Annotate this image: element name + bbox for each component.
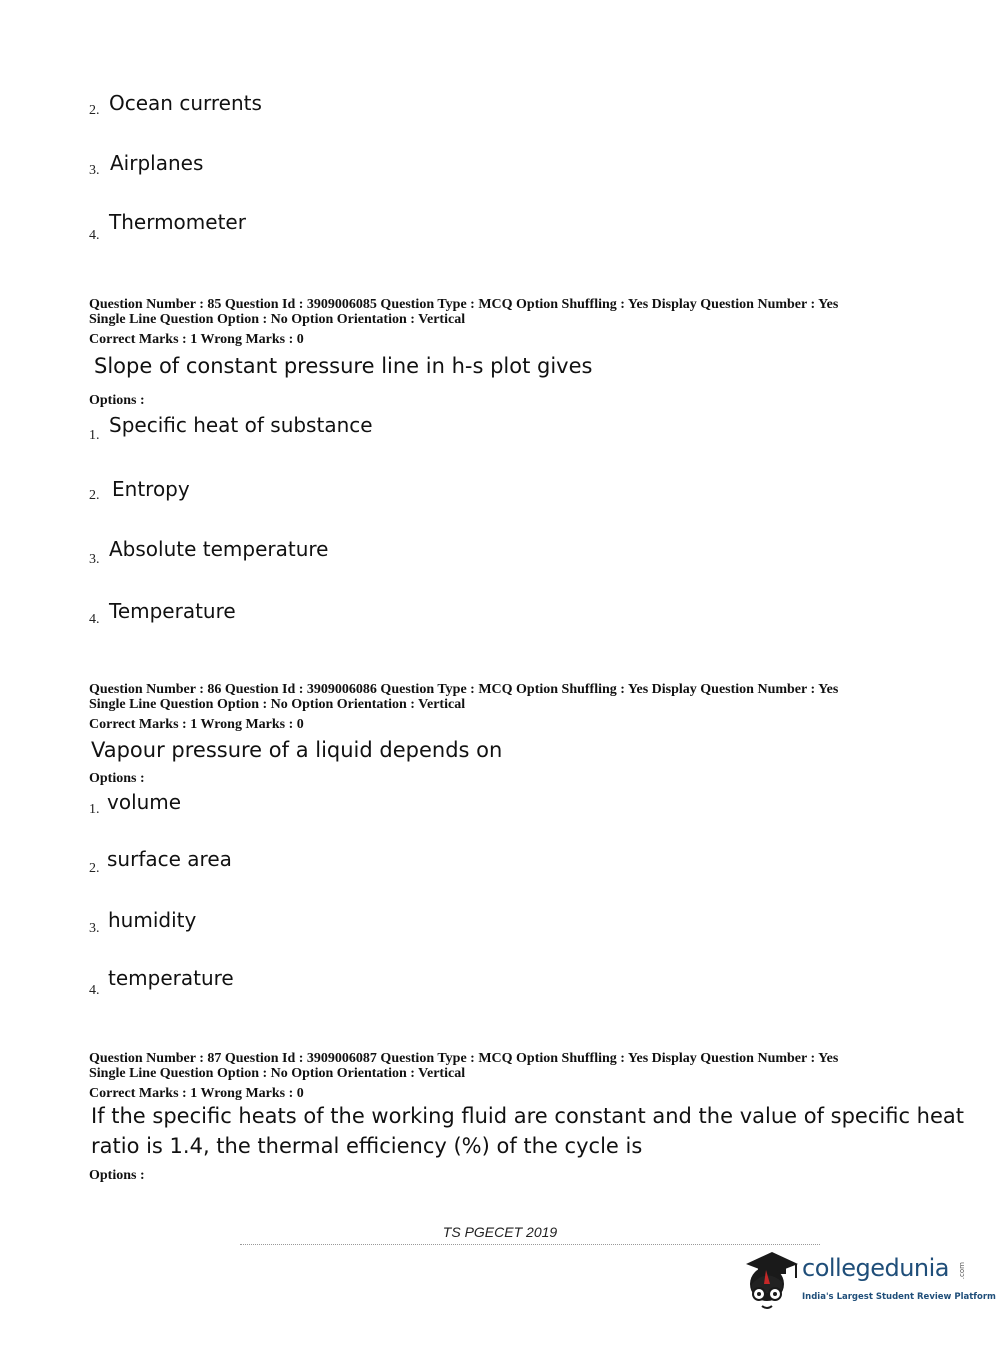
question-text-line: If the specific heats of the working fluid are constant and the value of specific heat bbox=[91, 1104, 964, 1128]
option-text: Absolute temperature bbox=[109, 537, 329, 561]
options-label: Options : bbox=[89, 771, 145, 786]
question-text: Vapour pressure of a liquid depends on bbox=[91, 738, 503, 762]
options-label: Options : bbox=[89, 1168, 145, 1183]
marks-line: Correct Marks : 1 Wrong Marks : 0 bbox=[89, 1086, 304, 1101]
option-number: 4. bbox=[89, 983, 100, 998]
option-text: Airplanes bbox=[110, 151, 204, 175]
mascot-icon bbox=[740, 1246, 802, 1316]
brand-domain: .com bbox=[958, 1262, 966, 1280]
option-text: Specific heat of substance bbox=[109, 413, 373, 437]
option-text: volume bbox=[107, 790, 182, 814]
question-meta: Question Number : 87 Question Id : 3909006087 Question Type : MCQ Option Shuffling : Yes Display Question Number : Yes bbox=[89, 1051, 839, 1066]
collegedunia-logo bbox=[740, 1246, 996, 1316]
option-text: temperature bbox=[108, 966, 234, 990]
footer-divider bbox=[240, 1244, 820, 1245]
option-text: Entropy bbox=[112, 477, 190, 501]
question-text: Slope of constant pressure line in h-s plot gives bbox=[94, 354, 593, 378]
option-number: 2. bbox=[89, 861, 100, 876]
option-number: 1. bbox=[89, 802, 100, 817]
brand-tagline: India's Largest Student Review Platform bbox=[802, 1292, 996, 1302]
page-footer: TS PGECET 2019 bbox=[442, 1224, 558, 1240]
option-number: 2. bbox=[89, 488, 100, 503]
brand-name: collegedunia bbox=[802, 1254, 950, 1282]
option-text: Thermometer bbox=[109, 210, 246, 234]
option-text: surface area bbox=[107, 847, 232, 871]
question-text-line: ratio is 1.4, the thermal efficiency (%) of the cycle is bbox=[91, 1134, 643, 1158]
option-number: 1. bbox=[89, 428, 100, 443]
marks-line: Correct Marks : 1 Wrong Marks : 0 bbox=[89, 717, 304, 732]
marks-line: Correct Marks : 1 Wrong Marks : 0 bbox=[89, 332, 304, 347]
option-number: 2. bbox=[89, 103, 100, 118]
option-text: humidity bbox=[108, 908, 197, 932]
options-label: Options : bbox=[89, 393, 145, 408]
question-meta: Question Number : 85 Question Id : 3909006085 Question Type : MCQ Option Shuffling : Yes Display Question Number : Yes bbox=[89, 297, 839, 312]
question-meta: Single Line Question Option : No Option Orientation : Vertical bbox=[89, 1066, 466, 1081]
option-number: 4. bbox=[89, 228, 100, 243]
option-number: 3. bbox=[89, 552, 100, 567]
option-number: 4. bbox=[89, 612, 100, 627]
option-text: Temperature bbox=[109, 599, 236, 623]
question-meta: Single Line Question Option : No Option Orientation : Vertical bbox=[89, 312, 466, 327]
option-number: 3. bbox=[89, 921, 100, 936]
question-meta: Question Number : 86 Question Id : 3909006086 Question Type : MCQ Option Shuffling : Yes Display Question Number : Yes bbox=[89, 682, 839, 697]
question-meta: Single Line Question Option : No Option Orientation : Vertical bbox=[89, 697, 466, 712]
option-text: Ocean currents bbox=[109, 91, 262, 115]
option-number: 3. bbox=[89, 163, 100, 178]
